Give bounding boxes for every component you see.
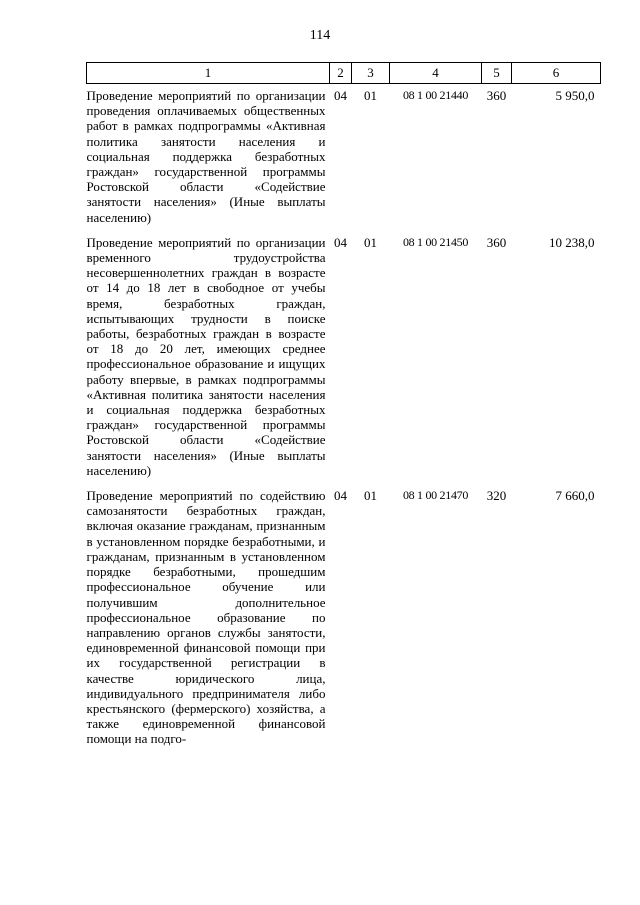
row-target-article-code: 08 1 00 21470 <box>402 488 469 503</box>
header-col-2: 2 <box>330 63 352 84</box>
row-expense-type-code: 320 <box>486 488 507 504</box>
row-section-code: 04 <box>334 88 347 103</box>
row-subsection-code: 01 <box>364 488 377 504</box>
row-section-code: 04 <box>334 234 347 250</box>
row-subsection-code: 01 <box>364 88 377 103</box>
table-row <box>87 488 601 746</box>
row-target-article-code: 08 1 00 21450 <box>402 234 469 249</box>
header-col-3: 3 <box>352 63 390 84</box>
header-col-5: 5 <box>482 63 512 84</box>
table-row <box>87 235 601 478</box>
row-amount: 10 238,0 <box>549 234 595 250</box>
row-description: Проведение мероприятий по организации временного трудоустройства несовершеннолетних граждан в возрасте от 14 до 18 лет в свободное от учебы время, безработных граждан, испытывающих трудности в поиске работы, безработных граждан в возрасте от 18 до 20 лет, имеющих среднее профессиональное образование и ищущих работу впервые, в рамках подпрограммы «Активная политика занятости населения и социальная поддержка безработных граждан» государственной программы Ростовской области «Содействие занятости населения» (Иные выплаты населению) <box>86 234 326 478</box>
row-amount: 5 950,0 <box>555 88 595 103</box>
row-description: Проведение мероприятий по организации проведения оплачиваемых общественных работ в рамках подпрограммы «Активная политика занятости населения и социальная поддержка безработных граждан» государственной программы Ростовской области «Содействие занятости населения» (Иные выплаты населению) <box>86 88 326 225</box>
row-description: Проведение мероприятий по содействию самозанятости безработных граждан, включая оказание гражданам, признанным в установленном порядке безработными, и гражданам, признанным в установленном порядке безработными, прошедшим профессиональное обучение или получившим дополнительное профессиональное образование по направлению органов службы занятости, единовременной финансовой помощи при их государственной регистрации в качестве юридического лица, индивидуального предпринимателя либо крестьянского (фермерского) хозяйства, а также единовременной финансовой помощи на подго- <box>86 488 326 747</box>
row-section-code: 04 <box>334 488 347 504</box>
header-col-6: 6 <box>512 63 601 84</box>
table-row <box>87 88 601 225</box>
table-header-row <box>87 63 601 84</box>
row-expense-type-code: 360 <box>486 234 507 250</box>
row-amount: 7 660,0 <box>555 488 595 504</box>
page-number: 114 <box>309 28 331 43</box>
header-col-4: 4 <box>390 63 482 84</box>
row-subsection-code: 01 <box>364 234 377 250</box>
row-target-article-code: 08 1 00 21440 <box>402 88 469 102</box>
budget-table <box>86 62 601 747</box>
row-expense-type-code: 360 <box>486 88 507 103</box>
header-col-1: 1 <box>87 63 330 84</box>
